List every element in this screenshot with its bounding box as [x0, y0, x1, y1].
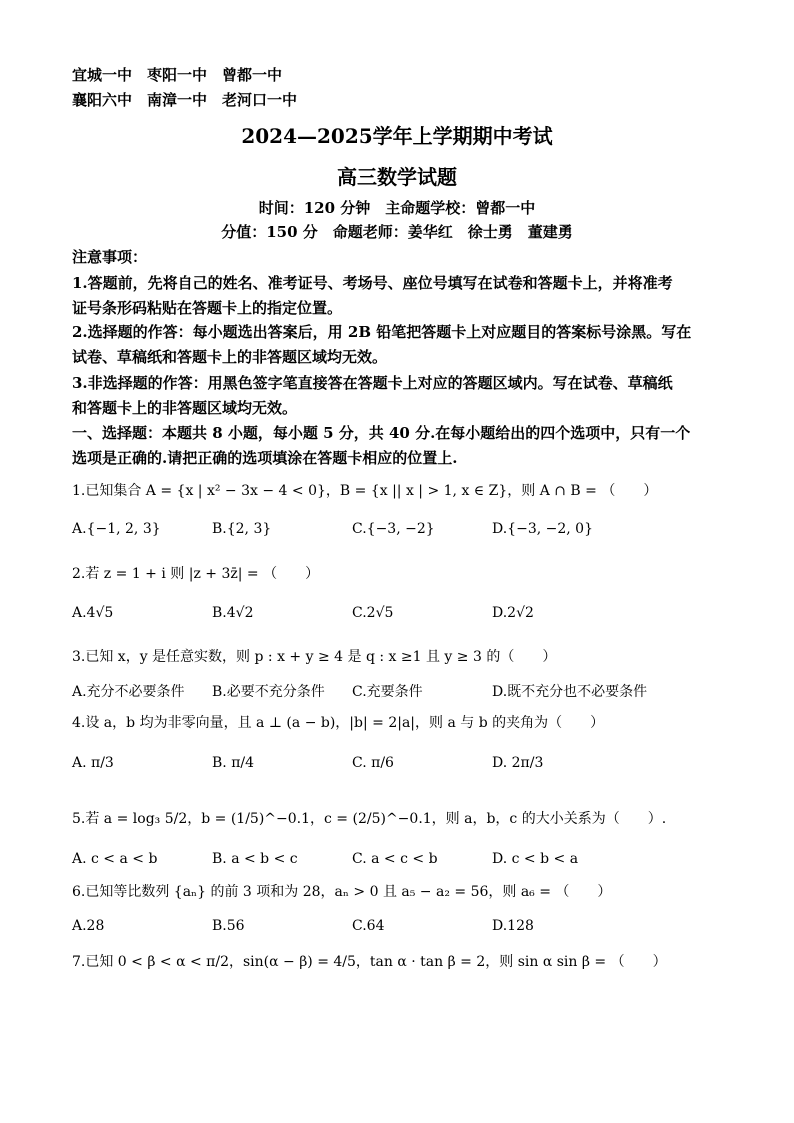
q4-option-d: D. 2π/3 [492, 755, 544, 771]
q3-option-b: B.必要不充分条件 [212, 684, 325, 700]
schools-line-1: 宜城一中 枣阳一中 曾都一中 [72, 66, 283, 84]
note-1a: 1.答题前，先将自己的姓名、准考证号、考场号、座位号填写在试卷和答题卡上，并将准考 [72, 274, 673, 292]
note-2a: 2.选择题的作答：每小题选出答案后，用 2B 铅笔把答题卡上对应题目的答案标号涂黑。写在 [72, 323, 692, 341]
question-1: 1.已知集合 A = {x | x² − 3x − 4 < 0}，B = {x || x | > 1, x ∈ Z}，则 A ∩ B = （ ） [72, 483, 658, 499]
exam-subtitle: 高三数学试题 [337, 165, 457, 189]
q4-option-b: B. π/4 [212, 755, 255, 771]
exam-meta-score: 分值：150 分 命题老师：姜华红 徐士勇 董建勇 [221, 223, 573, 241]
schools-line-2: 襄阳六中 南漳一中 老河口一中 [72, 91, 298, 109]
q3-option-c: C.充要条件 [352, 684, 423, 700]
question-4: 4.设 a，b 均为非零向量，且 a ⊥ (a − b)，|b| = 2|a|，则 a 与 b 的夹角为（ ） [72, 715, 605, 731]
note-3a: 3.非选择题的作答：用黑色签字笔直接答在答题卡上对应的答题区域内。写在试卷、草稿纸 [72, 374, 673, 392]
notes-heading: 注意事项： [72, 248, 148, 266]
q2-option-d: D.2√2 [492, 605, 534, 621]
q4-option-c: C. π/6 [352, 755, 394, 771]
note-3b: 和答题卡上的非答题区域均无效。 [72, 399, 298, 417]
note-2b: 试卷、草稿纸和答题卡上的非答题区域均无效。 [72, 348, 388, 366]
q6-option-c: C.64 [352, 918, 385, 934]
q2-option-a: A.4√5 [72, 605, 114, 621]
q6-option-d: D.128 [492, 918, 534, 934]
q2-option-c: C.2√5 [352, 605, 394, 621]
q5-option-d: D. c < b < a [492, 851, 579, 867]
q6-option-a: A.28 [72, 918, 105, 934]
exam-meta-time: 时间：120 分钟 主命题学校：曾都一中 [258, 199, 536, 217]
section-1-intro-b: 选项是正确的.请把正确的选项填涂在答题卡相应的位置上. [72, 449, 458, 467]
question-2: 2.若 z = 1 + i 则 |z + 3z̄| = （ ） [72, 566, 320, 582]
q3-option-d: D.既不充分也不必要条件 [492, 684, 648, 700]
q4-option-a: A. π/3 [72, 755, 114, 771]
question-3: 3.已知 x，y 是任意实数，则 p : x + y ≥ 4 是 q : x ≥1 且 y ≥ 3 的（ ） [72, 649, 557, 665]
q2-option-b: B.4√2 [212, 605, 254, 621]
q5-option-c: C. a < c < b [352, 851, 438, 867]
note-1b: 证号条形码粘贴在答题卡上的指定位置。 [72, 299, 343, 317]
q6-option-b: B.56 [212, 918, 245, 934]
q1-option-d: D.{−3, −2, 0} [492, 521, 593, 537]
q1-option-b: B.{2, 3} [212, 521, 272, 537]
q3-option-a: A.充分不必要条件 [72, 684, 185, 700]
exam-title: 2024—2025学年上学期期中考试 [241, 124, 553, 148]
q5-option-a: A. c < a < b [72, 851, 158, 867]
question-5: 5.若 a = log₃ 5/2，b = (1/5)^−0.1，c = (2/5)^−0.1，则 a，b，c 的大小关系为（ ）. [72, 811, 667, 827]
q1-option-c: C.{−3, −2} [352, 521, 435, 537]
q5-option-b: B. a < b < c [212, 851, 298, 867]
question-7: 7.已知 0 < β < α < π/2，sin(α − β) = 4/5，tan α · tan β = 2，则 sin α sin β = （ ） [72, 954, 667, 970]
q1-option-a: A.{−1, 2, 3} [72, 521, 161, 537]
question-6: 6.已知等比数列 {aₙ} 的前 3 项和为 28，aₙ > 0 且 a₅ − a₂ = 56，则 a₆ = （ ） [72, 884, 612, 900]
section-1-intro-a: 一、选择题：本题共 8 小题，每小题 5 分，共 40 分.在每小题给出的四个选项中，只有一个 [72, 424, 691, 442]
